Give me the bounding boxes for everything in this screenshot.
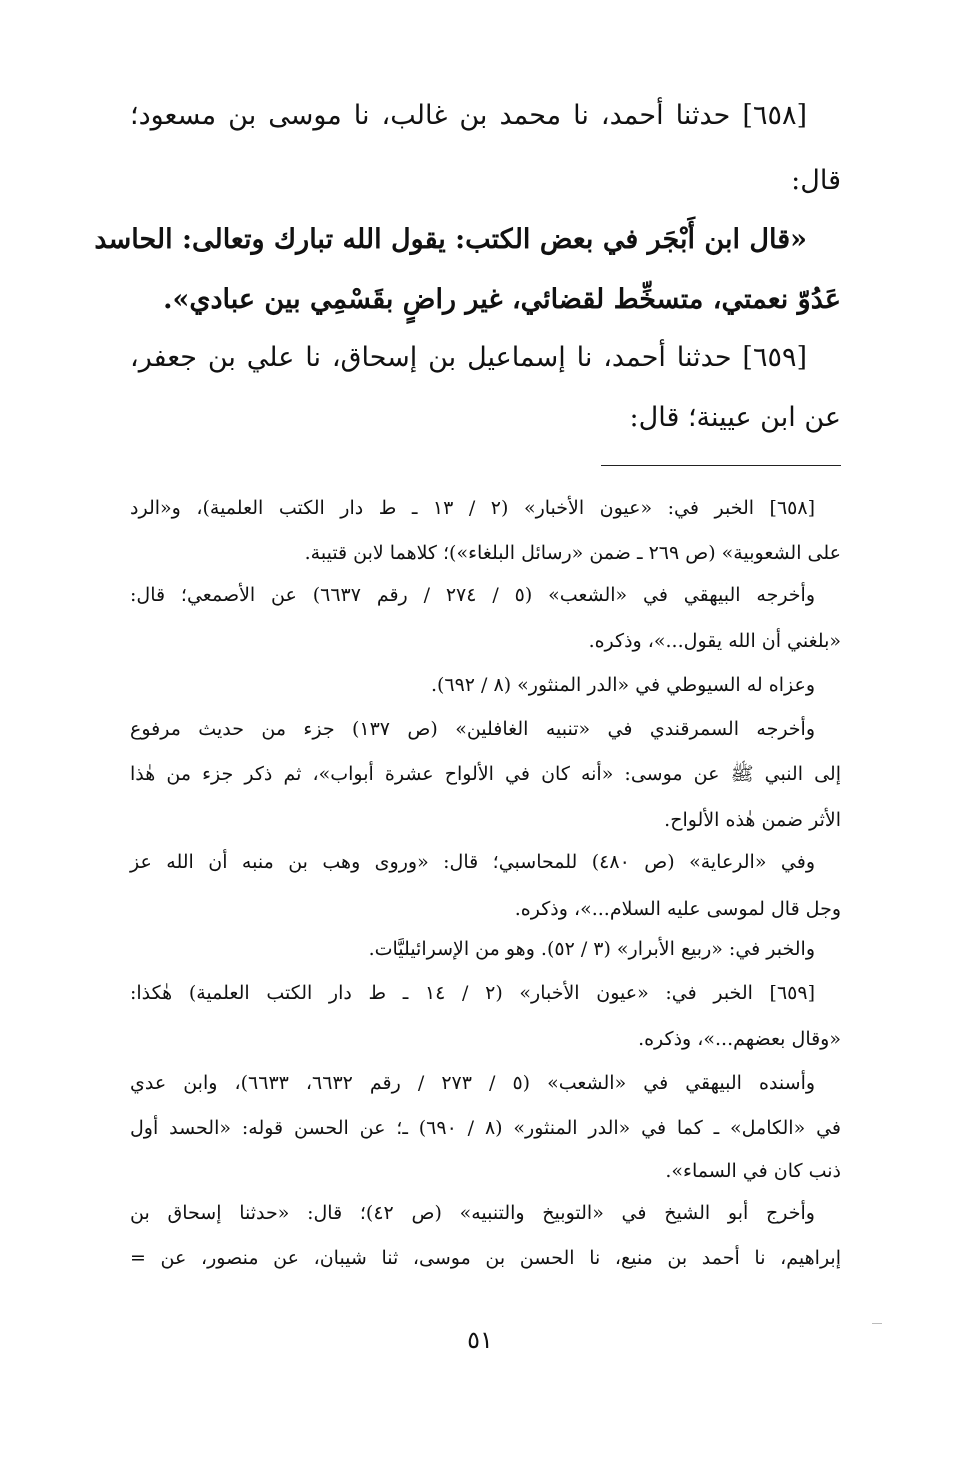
footnote-line: الأثر ضمن هٰذه الألواح.: [664, 809, 841, 831]
footnote-line: وعزاه له السيوطي في «الدر المنثور» (٨ / ٦٩٢).: [430, 674, 815, 696]
hadith-659-line-1: [٦٥٩] حدثنا أحمد، نا إسماعيل بن إسحاق، نا علي بن جعفر،: [130, 342, 807, 373]
footnote-line: إبراهيم، نا أحمد بن منيع، نا الحسن بن موسى، ثنا شيبان، عن منصور، عن =: [130, 1247, 841, 1269]
quote-line-1: «قال ابن أَبْجَر في بعض الكتب: يقول الله تبارك وتعالى: الحاسد: [94, 224, 807, 255]
quote-line-2: عَدُوّ نعمتي، متسخِّط لقضائي، غير راضٍ بقَسْمِي بين عبادي».: [163, 284, 841, 315]
hadith-659-line-2: عن ابن عيينة؛ قال:: [629, 402, 841, 433]
footnote-line: إلى النبي ﷺ عن موسى: «أنه كان في الألواح عشرة أبواب»، ثم ذكر جزء من هٰذا: [130, 763, 841, 785]
footnote-line: وأخرجه السمرقندي في «تنبيه الغافلين» (ص ١٣٧) جزء من حديث مرفوع: [130, 718, 815, 740]
footnote-line: وأخرجه البيهقي في «الشعب» (٥ / ٢٧٤ / رقم ٦٦٣٧) عن الأصمعي؛ قال:: [130, 584, 816, 606]
footnote-line: وأخرج أبو الشيخ في «التوبيخ والتنبيه» (ص ٤٢)؛ قال: «حدثنا إسحاق بن: [130, 1202, 815, 1224]
footnote-line: [٦٥٨] الخبر في: «عيون الأخبار» (٢ / ١٣ ـ ط دار الكتب العلمية)، و«الرد: [130, 497, 816, 519]
footnote-line: وأسنده البيهقي في «الشعب» (٥ / ٢٧٣ / رقم ٦٦٣٢، ٦٦٣٣)، وابن عدي: [130, 1072, 816, 1094]
footnote-separator: [601, 465, 841, 466]
hadith-658-line-1: [٦٥٨] حدثنا أحمد، نا محمد بن غالب، نا موسى بن مسعود؛: [130, 100, 807, 131]
footnote-line: وفي «الرعاية» (ص ٤٨٠) للمحاسبي؛ قال: «وروى وهب بن منبه أن الله عز: [130, 851, 816, 873]
page-number: ٥١: [467, 1326, 493, 1354]
footnote-line: في «الكامل» ـ كما في «الدر المنثور» (٨ / ٦٩٠) ـ؛ عن الحسن قوله: «الحسد أول: [130, 1117, 841, 1139]
footnote-line: على الشعوبية» (ص ٢٦٩ ـ ضمن «رسائل البلغاء»)؛ كلاهما لابن قتيبة.: [304, 542, 841, 564]
footnote-line: والخبر في: «ربيع الأبرار» (٣ / ٥٢). وهو من الإسرائيليَّات.: [368, 938, 815, 960]
footnote-line: وجل قال لموسى عليه السلام...»، وذكره.: [514, 898, 841, 920]
footnote-line: ذنب كان في السماء».: [665, 1160, 841, 1182]
hadith-658-line-2: قال:: [791, 165, 841, 196]
scan-edge-mark: [872, 1323, 882, 1325]
footnote-line: «بلغني أن الله يقول...»، وذكره.: [588, 630, 841, 652]
footnote-line: [٦٥٩] الخبر في: «عيون الأخبار» (٢ / ١٤ ـ ط دار الكتب العلمية) هٰكذا:: [130, 982, 816, 1004]
footnote-line: «وقال بعضهم...»، وذكره.: [638, 1028, 841, 1050]
